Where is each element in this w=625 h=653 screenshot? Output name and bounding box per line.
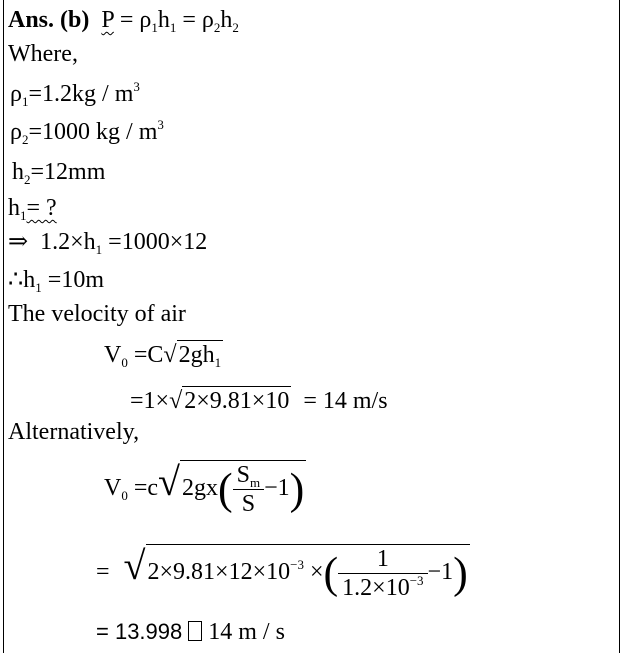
given-rho2: [10, 118, 164, 146]
equals-c: =C: [133, 342, 164, 368]
calc-prefix: =1×: [130, 388, 170, 414]
superscript: 3: [133, 79, 140, 94]
equals-sign: =: [96, 559, 110, 586]
numerator-text: S: [236, 462, 250, 488]
subscript: 1: [169, 20, 177, 35]
times-sign: ×: [309, 559, 324, 586]
velocity-formula: [104, 340, 223, 369]
superscript: −3: [409, 573, 424, 588]
rho-symbol: ρ: [10, 81, 22, 107]
unknown-rest: = ?: [26, 195, 57, 221]
step-2: [8, 266, 104, 294]
alt-formula: [104, 460, 306, 518]
subscript: m: [250, 475, 261, 490]
given-value: =1.2kg / m: [28, 81, 134, 107]
radicand-text: 2gx: [181, 475, 218, 502]
rho-symbol: ρ: [139, 7, 152, 33]
alternatively-label: Alternatively,: [8, 419, 140, 445]
step-lhs: 1.2×h: [40, 229, 96, 255]
right-paren-icon: ): [453, 548, 468, 598]
fraction: [338, 545, 427, 602]
fraction-numerator: [233, 461, 264, 490]
subscript: 1: [95, 242, 103, 257]
unknown-h1: [8, 194, 57, 222]
subscript: 2: [24, 172, 31, 187]
subscript: 1: [21, 94, 29, 109]
velocity-heading: The velocity of air: [8, 301, 186, 327]
h-symbol: h: [23, 267, 36, 293]
equals-sign: =: [119, 7, 134, 33]
right-paren-icon: ): [289, 464, 305, 514]
subscript: 1: [214, 355, 222, 370]
velocity-calc: [130, 386, 388, 415]
subscript: 0: [121, 488, 128, 504]
left-paren-icon: (: [323, 548, 339, 598]
subscript: 2: [232, 20, 239, 35]
given-value: =1000 kg / m: [28, 119, 158, 145]
radicand: [180, 460, 306, 518]
superscript: −3: [290, 557, 304, 573]
subscript: 1: [151, 20, 158, 35]
given-h2: [12, 158, 105, 186]
result-value: = 13.998: [96, 619, 183, 644]
subscript: 0: [121, 355, 128, 370]
step-rhs: =10m: [47, 267, 104, 293]
sqrt-icon: √: [123, 543, 146, 589]
fraction-denominator: [338, 574, 427, 602]
result-units: 14 m / s: [208, 619, 285, 645]
denominator-text: 1.2×10: [342, 575, 410, 601]
implies-arrow: ⇒: [8, 229, 29, 255]
sqrt-icon: √: [169, 388, 183, 414]
fraction-denominator: S: [241, 491, 256, 517]
radicand-text: 2×9.81×12×10: [147, 559, 291, 586]
h-symbol: h: [220, 7, 233, 33]
h-symbol: h: [12, 159, 24, 185]
v-symbol: V: [104, 475, 122, 502]
radicand-text: 2gh: [178, 342, 215, 368]
subscript: 1: [20, 208, 27, 223]
therefore-symbol: ∴: [8, 267, 24, 293]
subscript: 1: [35, 280, 42, 295]
rho-symbol: ρ: [201, 7, 214, 33]
answer-label: Ans. (b): [8, 7, 90, 33]
sqrt-icon: √: [163, 342, 177, 368]
left-paren-icon: (: [217, 464, 233, 514]
given-rho1: [10, 80, 140, 108]
fraction-numerator: 1: [338, 545, 427, 574]
h-symbol: h: [157, 7, 170, 33]
radicand: [146, 544, 470, 602]
final-result: [96, 618, 285, 646]
alt-calc: [96, 544, 470, 602]
answer-line: [8, 6, 239, 34]
v-symbol: V: [104, 342, 122, 368]
radicand: 2×9.81×10: [184, 388, 290, 414]
superscript: 3: [157, 117, 164, 132]
given-value: =12mm: [30, 159, 106, 185]
step-1: [8, 228, 207, 256]
subscript: 2: [21, 132, 29, 147]
velocity-result: = 14 m/s: [303, 388, 388, 414]
minus-one: −1: [427, 559, 454, 586]
sqrt-icon: √: [158, 459, 180, 505]
step-rhs: =1000×12: [108, 229, 208, 255]
missing-glyph-icon: [188, 621, 202, 641]
subscript: 2: [213, 20, 221, 35]
rho-symbol: ρ: [10, 119, 22, 145]
h-symbol: h: [8, 195, 20, 221]
equals-sign: =: [182, 7, 196, 33]
minus-one: −1: [264, 475, 290, 502]
radicand: [177, 340, 224, 369]
fraction: [233, 461, 264, 518]
equals-c: =c: [133, 475, 159, 502]
pressure-symbol: P: [101, 7, 114, 33]
where-label: Where,: [8, 41, 78, 67]
